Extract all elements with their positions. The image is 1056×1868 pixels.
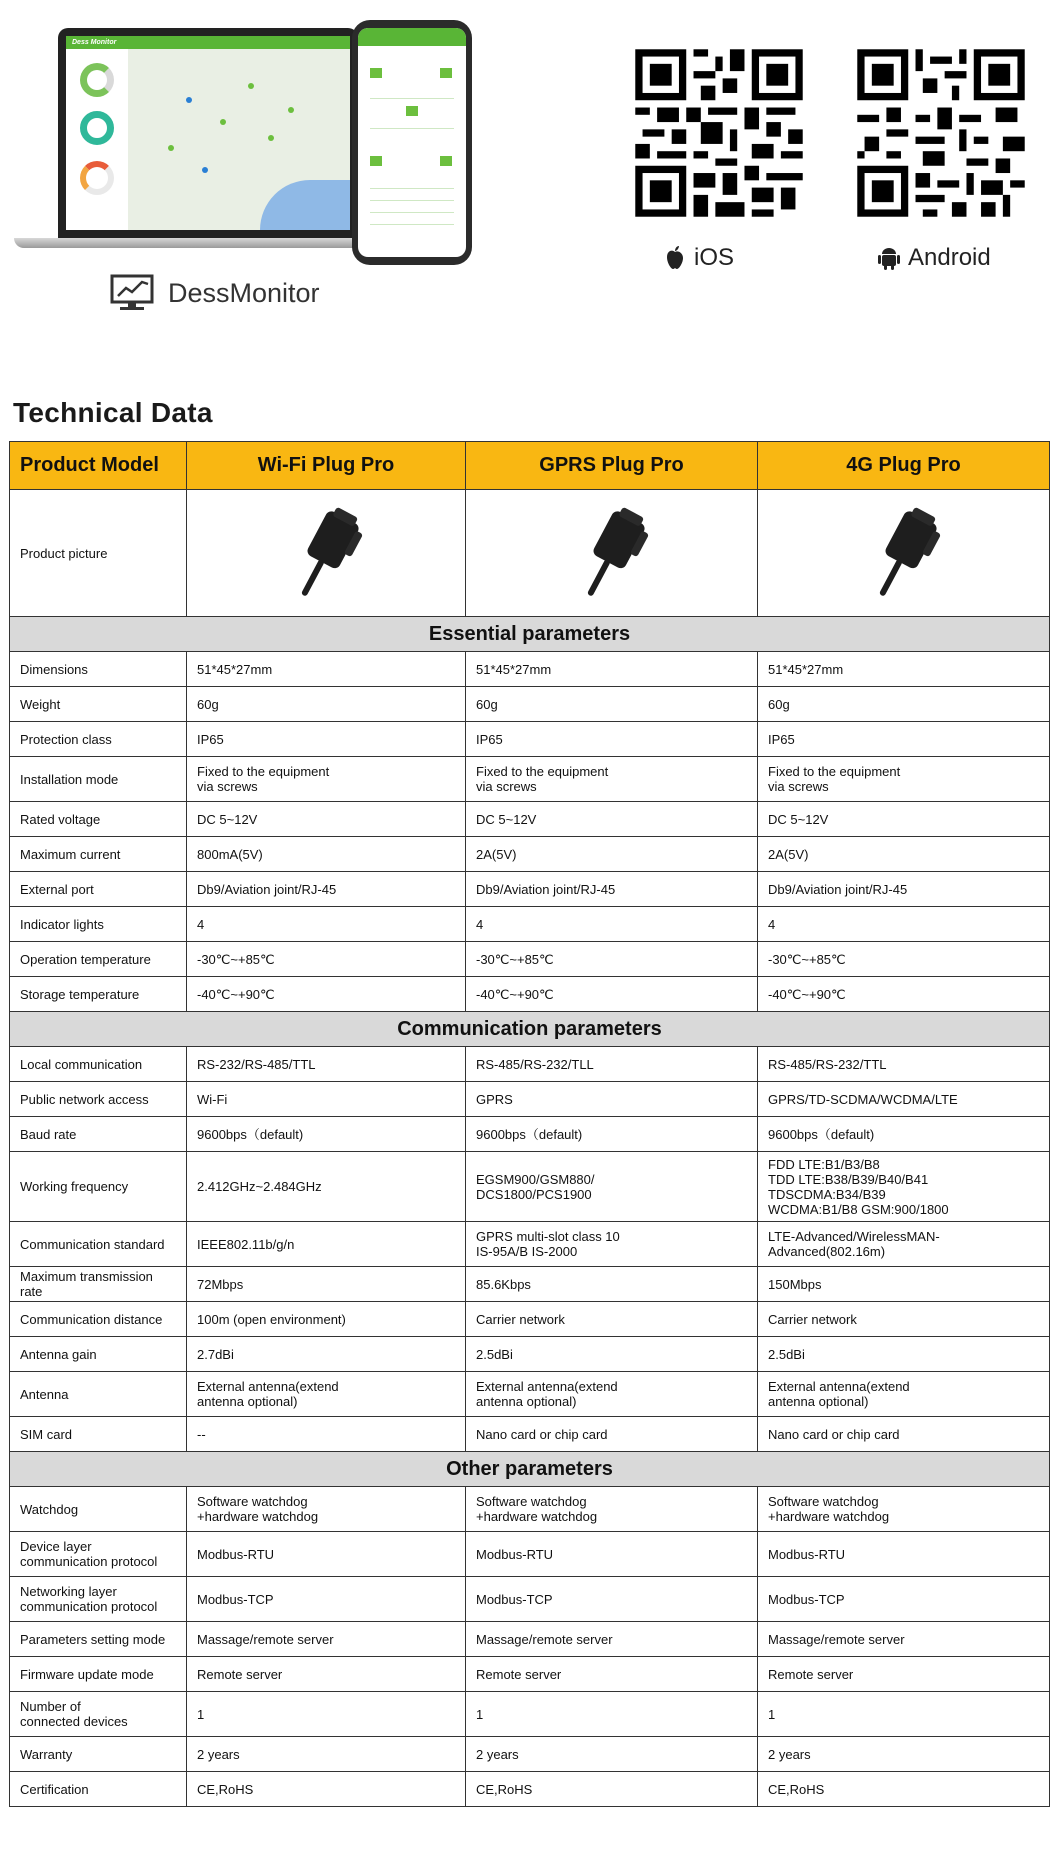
row-label: Installation mode	[10, 757, 187, 802]
cell-wifi: Modbus-RTU	[187, 1532, 466, 1577]
table-row	[10, 1302, 1050, 1337]
cell-gprs: 9600bps（default)	[466, 1117, 758, 1152]
cell-gprs: Modbus-TCP	[466, 1577, 758, 1622]
cell-4g: 1	[758, 1692, 1050, 1737]
cell-wifi: -40℃~+90℃	[187, 977, 466, 1012]
cell-wifi: Remote server	[187, 1657, 466, 1692]
spec-table	[9, 441, 1050, 1807]
ios-label: iOS	[694, 244, 735, 271]
cell-gprs: GPRS	[466, 1082, 758, 1117]
section-communication	[10, 1012, 1050, 1047]
cell-wifi: Fixed to the equipment via screws	[187, 757, 466, 802]
cell-4g: CE,RoHS	[758, 1772, 1050, 1807]
cell-wifi: CE,RoHS	[187, 1772, 466, 1807]
app-name: DessMonitor	[168, 277, 320, 308]
cell-4g: -30℃~+85℃	[758, 942, 1050, 977]
header-product-model: Product Model	[10, 442, 187, 490]
table-row	[10, 1082, 1050, 1117]
cell-4g: Carrier network	[758, 1302, 1050, 1337]
cell-gprs: -40℃~+90℃	[466, 977, 758, 1012]
promo-banner	[0, 0, 1056, 380]
laptop-brand: Dess Monitor	[72, 39, 117, 46]
cell-wifi: 51*45*27mm	[187, 652, 466, 687]
row-label: Certification	[10, 1772, 187, 1807]
cell-wifi: 2 years	[187, 1737, 466, 1772]
ios-store-label[interactable]	[664, 244, 734, 272]
laptop-screenshot	[14, 28, 374, 258]
cell-wifi: 800mA(5V)	[187, 837, 466, 872]
row-label: Indicator lights	[10, 907, 187, 942]
section-essential	[10, 617, 1050, 652]
cell-4g: 51*45*27mm	[758, 652, 1050, 687]
cell-4g: RS-485/RS-232/TTL	[758, 1047, 1050, 1082]
row-label: Protection class	[10, 722, 187, 757]
section-title: Communication parameters	[10, 1012, 1050, 1047]
table-row	[10, 1577, 1050, 1622]
cell-wifi: External antenna(extend antenna optional)	[187, 1372, 466, 1417]
table-row	[10, 1417, 1050, 1452]
section-title: Other parameters	[10, 1452, 1050, 1487]
row-label: Device layer communication protocol	[10, 1532, 187, 1577]
plug-device-image	[286, 505, 366, 601]
row-label: Networking layer communication protocol	[10, 1577, 187, 1622]
cell-gprs: Software watchdog +hardware watchdog	[466, 1487, 758, 1532]
table-header-row	[10, 442, 1050, 490]
cell-gprs: EGSM900/GSM880/ DCS1800/PCS1900	[466, 1152, 758, 1222]
cell-wifi: --	[187, 1417, 466, 1452]
cell-gprs: 60g	[466, 687, 758, 722]
cell-4g: 2.5dBi	[758, 1337, 1050, 1372]
cell-gprs: Remote server	[466, 1657, 758, 1692]
row-label: SIM card	[10, 1417, 187, 1452]
table-row	[10, 837, 1050, 872]
cell-wifi: 9600bps（default)	[187, 1117, 466, 1152]
table-row	[10, 1117, 1050, 1152]
table-row	[10, 1657, 1050, 1692]
cell-4g: GPRS/TD-SCDMA/WCDMA/LTE	[758, 1082, 1050, 1117]
cell-4g: External antenna(extend antenna optional)	[758, 1372, 1050, 1417]
row-label: Working frequency	[10, 1152, 187, 1222]
cell-4g: DC 5~12V	[758, 802, 1050, 837]
row-label: Warranty	[10, 1737, 187, 1772]
table-row	[10, 977, 1050, 1012]
table-row	[10, 1622, 1050, 1657]
cell-wifi: Db9/Aviation joint/RJ-45	[187, 872, 466, 907]
plug-device-image	[572, 505, 652, 601]
table-row	[10, 1487, 1050, 1532]
row-label: Watchdog	[10, 1487, 187, 1532]
cell-4g: 2 years	[758, 1737, 1050, 1772]
row-label: Maximum transmission rate	[10, 1267, 187, 1302]
cell-4g: FDD LTE:B1/B3/B8 TDD LTE:B38/B39/B40/B41 TDSCDMA:B34/B39 WCDMA:B1/B8 GSM:900/1800	[758, 1152, 1050, 1222]
row-label: External port	[10, 872, 187, 907]
row-label: Firmware update mode	[10, 1657, 187, 1692]
header-wifi-plug-pro: Wi-Fi Plug Pro	[187, 442, 466, 490]
cell-4g: 150Mbps	[758, 1267, 1050, 1302]
table-row	[10, 802, 1050, 837]
product-picture-label: Product picture	[10, 490, 187, 617]
cell-4g: Fixed to the equipment via screws	[758, 757, 1050, 802]
header-gprs-plug-pro: GPRS Plug Pro	[466, 442, 758, 490]
cell-wifi: 2.412GHz~2.484GHz	[187, 1152, 466, 1222]
cell-gprs: CE,RoHS	[466, 1772, 758, 1807]
cell-4g: Nano card or chip card	[758, 1417, 1050, 1452]
cell-4g: Massage/remote server	[758, 1622, 1050, 1657]
cell-wifi: 60g	[187, 687, 466, 722]
cell-4g: Remote server	[758, 1657, 1050, 1692]
cell-wifi: Software watchdog +hardware watchdog	[187, 1487, 466, 1532]
section-title: Essential parameters	[10, 617, 1050, 652]
cell-gprs: 4	[466, 907, 758, 942]
row-label: Operation temperature	[10, 942, 187, 977]
row-label: Local communication	[10, 1047, 187, 1082]
row-label: Weight	[10, 687, 187, 722]
product-image-wifi	[187, 490, 466, 617]
cell-4g: IP65	[758, 722, 1050, 757]
cell-4g: -40℃~+90℃	[758, 977, 1050, 1012]
cell-wifi: Wi-Fi	[187, 1082, 466, 1117]
cell-gprs: Massage/remote server	[466, 1622, 758, 1657]
cell-wifi: 1	[187, 1692, 466, 1737]
cell-gprs: 85.6Kbps	[466, 1267, 758, 1302]
cell-wifi: 4	[187, 907, 466, 942]
cell-gprs: Db9/Aviation joint/RJ-45	[466, 872, 758, 907]
table-row	[10, 722, 1050, 757]
android-icon	[878, 245, 900, 271]
row-label: Number of connected devices	[10, 1692, 187, 1737]
cell-gprs: 2.5dBi	[466, 1337, 758, 1372]
cell-gprs: Carrier network	[466, 1302, 758, 1337]
cell-4g: 2A(5V)	[758, 837, 1050, 872]
cell-4g: 60g	[758, 687, 1050, 722]
product-image-4g	[758, 490, 1050, 617]
technical-data-heading: Technical Data	[13, 397, 213, 428]
cell-gprs: 1	[466, 1692, 758, 1737]
row-label: Storage temperature	[10, 977, 187, 1012]
row-label: Public network access	[10, 1082, 187, 1117]
table-row	[10, 652, 1050, 687]
cell-gprs: Modbus-RTU	[466, 1532, 758, 1577]
cell-4g: Software watchdog +hardware watchdog	[758, 1487, 1050, 1532]
cell-gprs: Nano card or chip card	[466, 1417, 758, 1452]
cell-gprs: IP65	[466, 722, 758, 757]
table-row	[10, 942, 1050, 977]
android-store-label[interactable]	[878, 244, 991, 272]
cell-wifi: 2.7dBi	[187, 1337, 466, 1372]
cell-4g: LTE-Advanced/WirelessMAN- Advanced(802.16m)	[758, 1222, 1050, 1267]
ios-qr-code	[628, 42, 810, 224]
apple-icon	[664, 245, 686, 271]
cell-4g: Modbus-TCP	[758, 1577, 1050, 1622]
table-row	[10, 687, 1050, 722]
cell-wifi: -30℃~+85℃	[187, 942, 466, 977]
cell-wifi: 72Mbps	[187, 1267, 466, 1302]
cell-gprs: DC 5~12V	[466, 802, 758, 837]
cell-gprs: GPRS multi-slot class 10 IS-95A/B IS-2000	[466, 1222, 758, 1267]
cell-gprs: 2 years	[466, 1737, 758, 1772]
row-label: Maximum current	[10, 837, 187, 872]
header-4g-plug-pro: 4G Plug Pro	[758, 442, 1050, 490]
table-row	[10, 872, 1050, 907]
android-qr-code	[850, 42, 1032, 224]
android-label: Android	[908, 244, 991, 271]
table-row	[10, 757, 1050, 802]
cell-gprs: External antenna(extend antenna optional)	[466, 1372, 758, 1417]
row-label: Rated voltage	[10, 802, 187, 837]
cell-4g: 9600bps（default)	[758, 1117, 1050, 1152]
table-row	[10, 1047, 1050, 1082]
dessmonitor-logo	[110, 274, 320, 312]
cell-gprs: -30℃~+85℃	[466, 942, 758, 977]
cell-wifi: 100m (open environment)	[187, 1302, 466, 1337]
product-image-gprs	[466, 490, 758, 617]
table-row	[10, 1737, 1050, 1772]
row-label: Antenna	[10, 1372, 187, 1417]
cell-wifi: IP65	[187, 722, 466, 757]
cell-wifi: IEEE802.11b/g/n	[187, 1222, 466, 1267]
table-row	[10, 907, 1050, 942]
product-picture-row	[10, 490, 1050, 617]
cell-gprs: Fixed to the equipment via screws	[466, 757, 758, 802]
row-label: Communication distance	[10, 1302, 187, 1337]
cell-wifi: DC 5~12V	[187, 802, 466, 837]
cell-gprs: 51*45*27mm	[466, 652, 758, 687]
cell-4g: Db9/Aviation joint/RJ-45	[758, 872, 1050, 907]
cell-wifi: RS-232/RS-485/TTL	[187, 1047, 466, 1082]
cell-gprs: 2A(5V)	[466, 837, 758, 872]
section-other	[10, 1452, 1050, 1487]
monitor-chart-icon	[110, 274, 154, 312]
table-row	[10, 1222, 1050, 1267]
row-label: Communication standard	[10, 1222, 187, 1267]
cell-4g: Modbus-RTU	[758, 1532, 1050, 1577]
row-label: Baud rate	[10, 1117, 187, 1152]
table-row	[10, 1532, 1050, 1577]
table-row	[10, 1267, 1050, 1302]
cell-wifi: Massage/remote server	[187, 1622, 466, 1657]
cell-wifi: Modbus-TCP	[187, 1577, 466, 1622]
table-row	[10, 1772, 1050, 1807]
table-row	[10, 1152, 1050, 1222]
row-label: Antenna gain	[10, 1337, 187, 1372]
cell-gprs: RS-485/RS-232/TLL	[466, 1047, 758, 1082]
row-label: Dimensions	[10, 652, 187, 687]
table-row	[10, 1337, 1050, 1372]
phone-screenshot	[352, 20, 472, 265]
cell-4g: 4	[758, 907, 1050, 942]
plug-device-image	[864, 505, 944, 601]
row-label: Parameters setting mode	[10, 1622, 187, 1657]
table-row	[10, 1372, 1050, 1417]
table-row	[10, 1692, 1050, 1737]
